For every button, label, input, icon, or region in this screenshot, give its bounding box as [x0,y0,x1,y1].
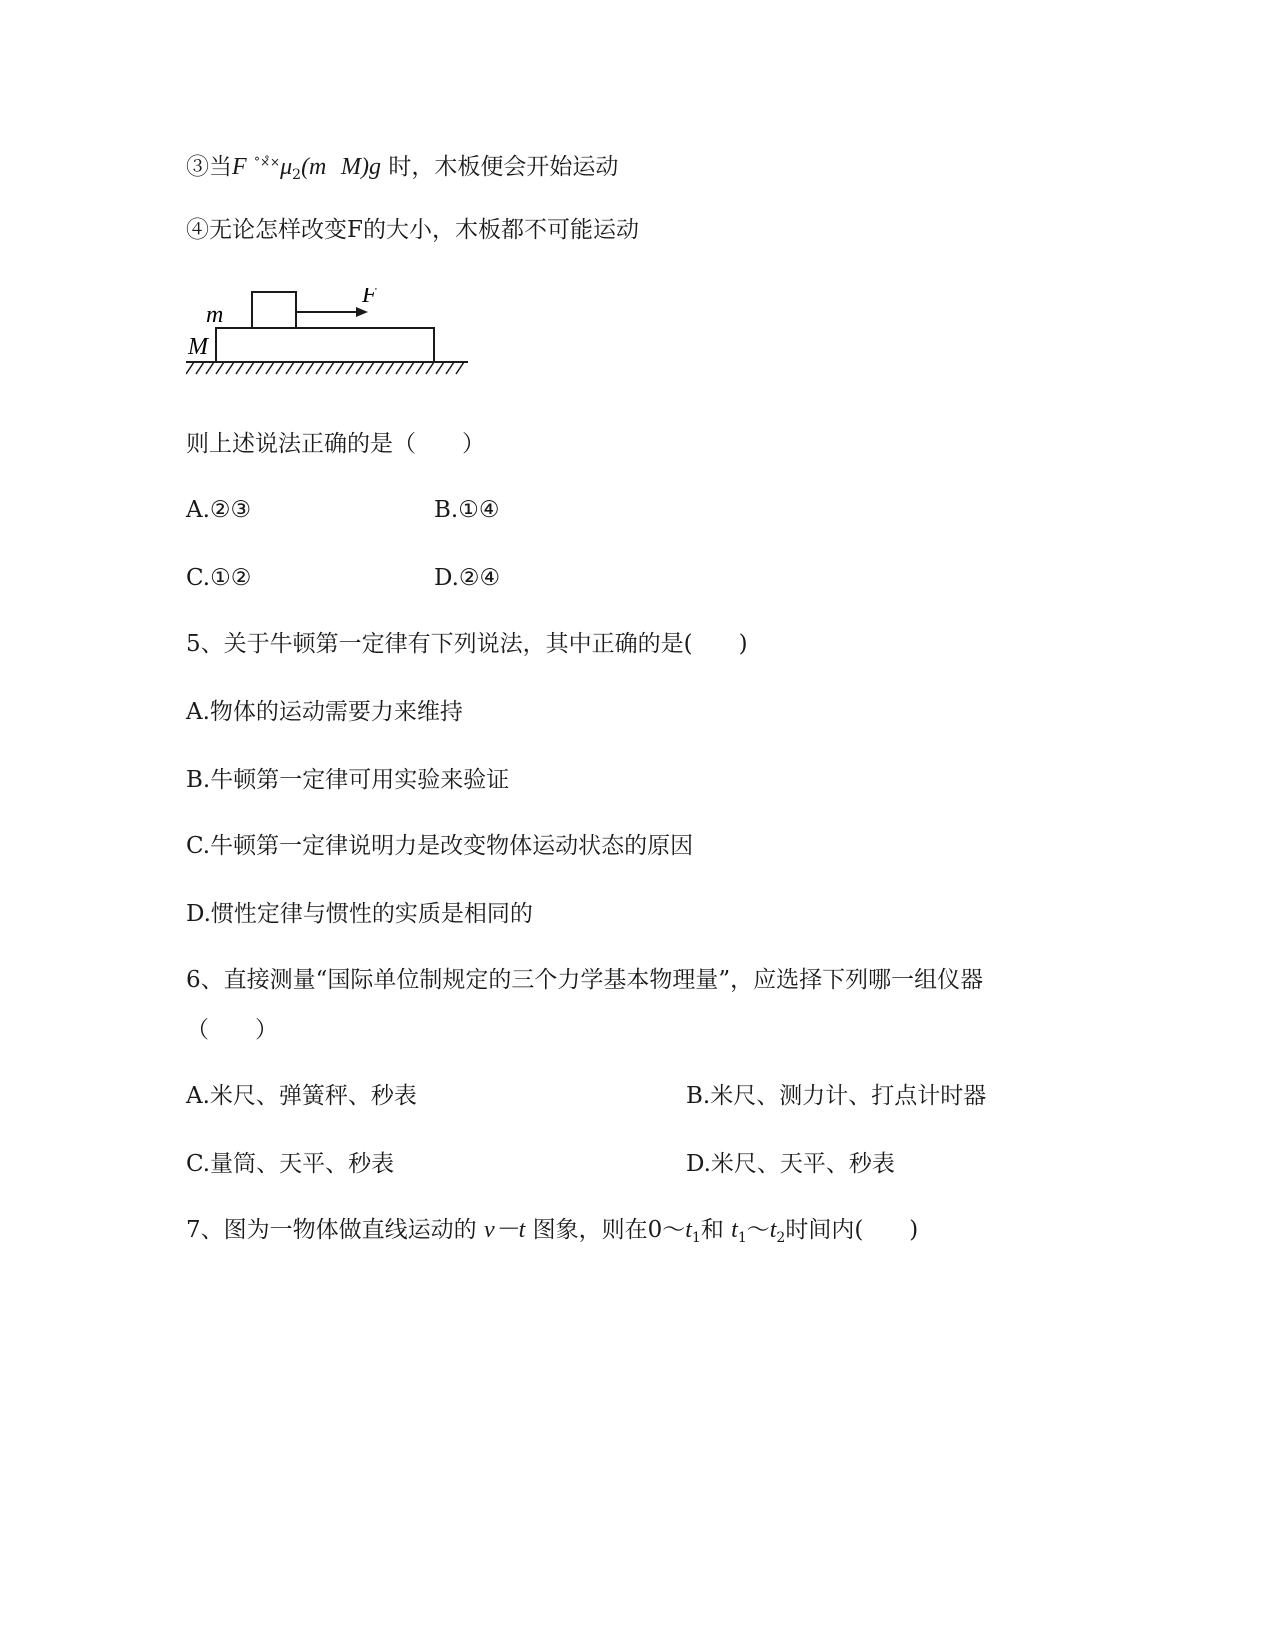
q6-stem: 6、直接测量“国际单位制规定的三个力学基本物理量”，应选择下列哪一组仪器 [186,967,984,993]
t2-subscript: 2 [776,1230,786,1246]
plus-gap [326,154,341,180]
q7-part3: 和 [700,1217,724,1243]
statement-4: ④无论怎样改变F的大小，木板都不可能运动 [186,217,639,243]
mass-m-open: (m [301,154,327,180]
q7-part1: 7、图为一物体做直线运动的 [186,1217,477,1243]
block-on-board-diagram [186,288,486,398]
label-M: M [188,334,208,360]
statement-3 [186,146,618,191]
mass-M-close: M) [341,154,369,180]
q7-stem [186,1214,918,1254]
q5-option-b[interactable]: B.牛顿第一定律可用实验来验证 [186,767,510,793]
mu-subscript: 2 [292,167,302,183]
board-M [216,328,434,362]
mu-symbol: μ [280,154,293,180]
t1-subscript: 1 [691,1230,701,1246]
t1b-symbol: t [731,1217,738,1243]
label-m: m [206,302,224,328]
ground-hatching [186,362,464,374]
q4-option-d[interactable]: D.②④ [434,565,501,591]
t2-symbol: t [769,1217,777,1243]
q6-option-d[interactable]: D.米尺、天平、秒表 [686,1151,895,1177]
gravity-g: g [369,154,381,180]
q5-option-a[interactable]: A.物体的运动需要力来维持 [186,699,463,725]
q6-option-b[interactable]: B.米尺、测力计、打点计时器 [686,1083,987,1109]
force-arrow-head [356,307,368,317]
q4-option-b[interactable]: B.①④ [434,497,500,523]
q5-option-c[interactable]: C.牛顿第一定律说明力是改变物体运动状态的原因 [186,833,694,859]
q4-option-c[interactable]: C.①② [186,565,252,591]
comparison-symbol: °×̊× [253,155,281,169]
q4-prompt: 则上述说法正确的是（ ） [186,431,485,457]
q6-answer-paren: （ ） [186,1017,278,1043]
statement-3-prefix: ③当 [186,154,232,180]
q7-part4: 时间内( ) [785,1217,919,1243]
label-F: F [362,288,377,308]
t1b-subscript: 1 [737,1230,747,1246]
q5-stem: 5、关于牛顿第一定律有下列说法，其中正确的是( ) [186,631,748,657]
statement-3-suffix: 时，木板便会开始运动 [388,154,619,180]
small-block-m [252,292,296,328]
vt-symbol: v－t [483,1217,526,1243]
force-symbol: F [232,154,247,180]
q4-option-a[interactable]: A.②③ [186,497,252,523]
q5-option-d[interactable]: D.惯性定律与惯性的实质是相同的 [186,901,533,927]
t1-symbol: t [685,1217,692,1243]
tilde: ～ [746,1217,770,1243]
q6-option-a[interactable]: A.米尺、弹簧秤、秒表 [186,1083,417,1109]
q6-option-c[interactable]: C.量筒、天平、秒表 [186,1151,395,1177]
q7-part2: 图象，则在0～ [532,1217,686,1243]
